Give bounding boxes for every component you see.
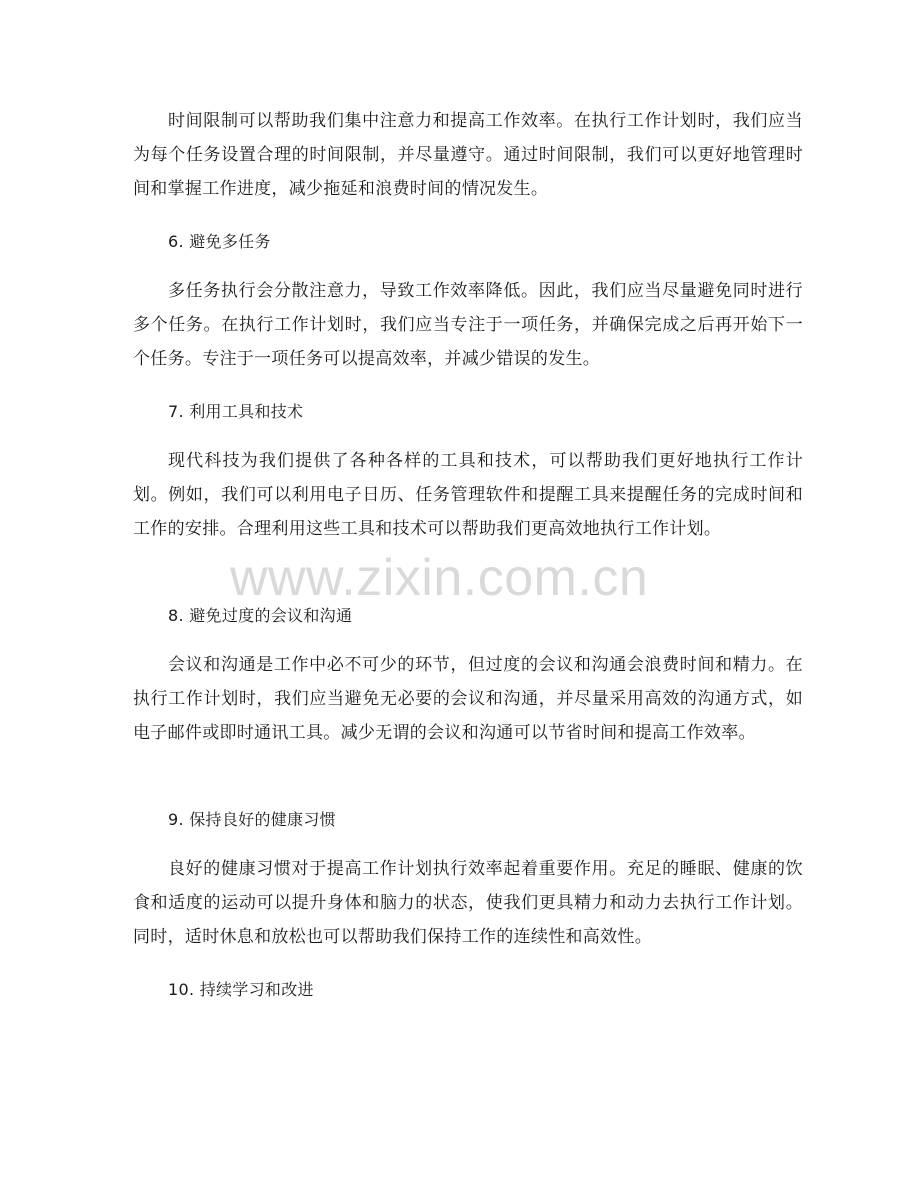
heading-9: 9. 保持良好的健康习惯 xyxy=(168,810,336,829)
paragraph-7: 现代科技为我们提供了各种各样的工具和技术，可以帮助我们更好地执行工作计划。例如，我们可以利用电子日历、任务管理软件和提醒工具来提醒任务的完成时间和工作的安排。合理利用这些工具和技术可以帮助我们更高效地执行工作计划。 xyxy=(133,451,803,539)
heading-7: 7. 利用工具和技术 xyxy=(168,402,304,421)
paragraph-6: 多任务执行会分散注意力，导致工作效率降低。因此，我们应当尽量避免同时进行多个任务。在执行工作计划时，我们应当专注于一项任务，并确保完成之后再开始下一个任务。专注于一项任务可以提高效率，并减少错误的发生。 xyxy=(133,281,803,369)
paragraph-8: 会议和沟通是工作中必不可少的环节，但过度的会议和沟通会浪费时间和精力。在执行工作计划时，我们应当避免无必要的会议和沟通，并尽量采用高效的沟通方式，如电子邮件或即时通讯工具。减少无谓的会议和沟通可以节省时间和提高工作效率。 xyxy=(133,655,803,743)
heading-10: 10. 持续学习和改进 xyxy=(168,980,314,999)
paragraph-9: 良好的健康习惯对于提高工作计划执行效率起着重要作用。充足的睡眠、健康的饮食和适度的运动可以提升身体和脑力的状态，使我们更具精力和动力去执行工作计划。同时，适时休息和放松也可以帮助我们保持工作的连续性和高效性。 xyxy=(133,859,803,947)
watermark: www.zixin.com.cn xyxy=(230,549,649,607)
paragraph-time-limit: 时间限制可以帮助我们集中注意力和提高工作效率。在执行工作计划时，我们应当为每个任务设置合理的时间限制，并尽量遵守。通过时间限制，我们可以更好地管理时间和掌握工作进度，减少拖延和浪费时间的情况发生。 xyxy=(133,111,803,199)
heading-6: 6. 避免多任务 xyxy=(168,232,271,251)
heading-8: 8. 避免过度的会议和沟通 xyxy=(168,606,353,625)
